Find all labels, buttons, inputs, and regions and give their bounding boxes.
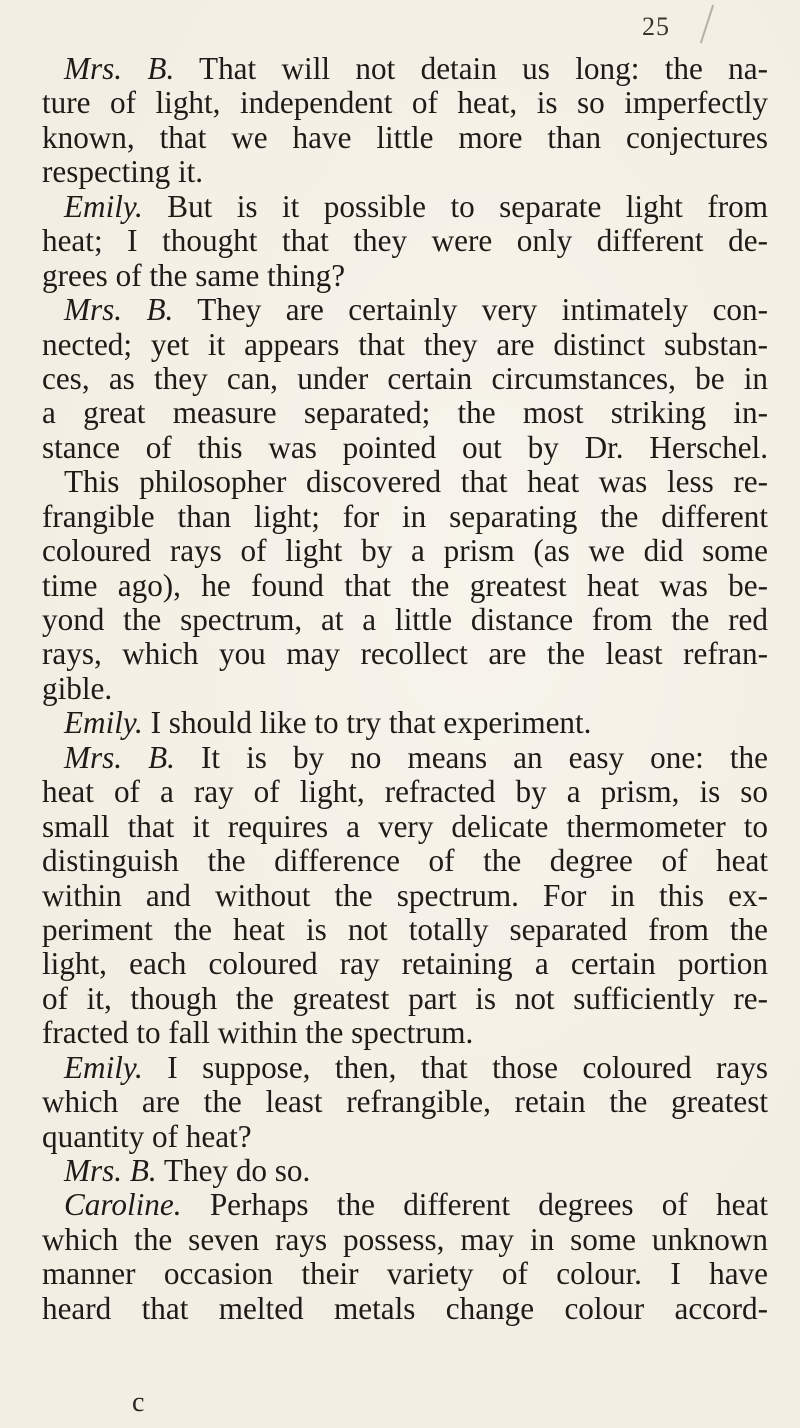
line-text: quantity of heat?	[42, 1119, 252, 1154]
line-text: within and without the spectrum. For in this ex-	[42, 878, 768, 913]
line-text: I should like to try that experiment.	[142, 706, 592, 741]
text-line	[42, 293, 768, 327]
line-text: a great measure separated; the most striking in-	[42, 396, 768, 431]
line-text: heat of a ray of light, refracted by a prism, is so	[42, 775, 768, 810]
line-text: That will not detain us long: the na-	[174, 52, 768, 86]
text-line	[42, 947, 768, 981]
text-line	[42, 52, 768, 86]
line-text: yond the spectrum, at a little distance from the red	[42, 603, 768, 637]
line-text: light, each coloured ray retaining a certain portion	[42, 947, 768, 982]
signature-mark: c	[132, 1387, 145, 1418]
text-line	[42, 224, 768, 258]
line-text: which the seven rays possess, may in some unknown	[42, 1222, 768, 1257]
line-text: known, that we have little more than conjectures	[42, 120, 768, 155]
text-line	[42, 1292, 768, 1326]
text-line	[42, 259, 768, 293]
text-line	[42, 534, 768, 568]
line-text: ture of light, independent of heat, is so imperfectly	[42, 86, 768, 121]
text-line	[42, 328, 768, 362]
line-text: time ago), he found that the greatest heat was be-	[42, 568, 768, 603]
line-text: periment the heat is not totally separated from the	[42, 912, 768, 947]
speaker-name: Mrs. B.	[64, 740, 175, 775]
line-text: heard that melted metals change colour accord-	[42, 1291, 768, 1326]
line-text: coloured rays of light by a prism (as we did some	[42, 534, 768, 569]
line-text: grees of the same thing?	[42, 258, 346, 293]
line-text: It is by no means an easy one: the	[174, 740, 768, 775]
line-text: But is it possible to separate light from	[142, 189, 768, 224]
text-line	[42, 121, 768, 155]
line-text: frangible than light; for in separating the different	[42, 499, 768, 534]
text-line	[42, 500, 768, 534]
speaker-name: Mrs. B.	[64, 52, 175, 86]
body-text	[42, 52, 768, 1326]
text-line	[42, 155, 768, 189]
line-text: They are certainly very intimately con-	[173, 293, 768, 328]
line-text: ces, as they can, under certain circumstances, be in	[42, 361, 768, 396]
text-line	[42, 810, 768, 844]
line-text: Perhaps the different degrees of heat	[181, 1188, 768, 1223]
text-line	[42, 362, 768, 396]
speaker-name: Emily.	[64, 189, 143, 224]
text-line	[42, 86, 768, 120]
text-line	[42, 844, 768, 878]
text-line	[42, 465, 768, 499]
text-line	[42, 672, 768, 706]
text-line	[42, 1257, 768, 1291]
line-text: They do so.	[156, 1154, 311, 1188]
line-text: small that it requires a very delicate thermometer to	[42, 809, 768, 844]
text-line	[42, 879, 768, 913]
line-text: stance of this was pointed out by Dr. Herschel.	[42, 430, 768, 465]
speaker-name: Emily.	[64, 1050, 143, 1085]
line-text: respecting it.	[42, 155, 204, 190]
speaker-name: Emily.	[64, 706, 143, 741]
text-line	[42, 741, 768, 775]
speaker-name: Mrs. B.	[64, 293, 174, 328]
line-text: I suppose, then, that those coloured rays	[142, 1050, 768, 1085]
text-line	[42, 396, 768, 430]
text-line	[42, 603, 768, 637]
line-text: distinguish the difference of the degree of heat	[42, 844, 768, 879]
line-text: This philosopher discovered that heat was less re-	[64, 465, 768, 500]
text-line	[42, 569, 768, 603]
ink-mark	[700, 5, 714, 44]
line-text: heat; I thought that they were only different de-	[42, 224, 768, 259]
line-text: fracted to fall within the spectrum.	[42, 1016, 474, 1051]
text-line	[42, 775, 768, 809]
page-number: 25	[642, 12, 670, 41]
text-line	[42, 1051, 768, 1085]
speaker-name: Caroline.	[64, 1188, 182, 1223]
text-line	[42, 1154, 768, 1188]
text-line	[42, 706, 768, 740]
text-line	[42, 190, 768, 224]
line-text: rays, which you may recollect are the least refran-	[42, 637, 768, 672]
line-text: gible.	[42, 671, 113, 706]
text-line	[42, 1085, 768, 1119]
text-line	[42, 431, 768, 465]
text-line	[42, 1188, 768, 1222]
text-line	[42, 1120, 768, 1154]
text-line	[42, 913, 768, 947]
line-text: manner occasion their variety of colour. I have	[42, 1257, 768, 1292]
text-line	[42, 1016, 768, 1050]
line-text: which are the least refrangible, retain the greatest	[42, 1085, 768, 1120]
text-line	[42, 637, 768, 671]
text-line	[42, 1223, 768, 1257]
text-line	[42, 982, 768, 1016]
line-text: nected; yet it appears that they are distinct substan-	[42, 327, 768, 362]
speaker-name: Mrs. B.	[64, 1154, 157, 1188]
line-text: of it, though the greatest part is not sufficiently re-	[42, 981, 768, 1016]
